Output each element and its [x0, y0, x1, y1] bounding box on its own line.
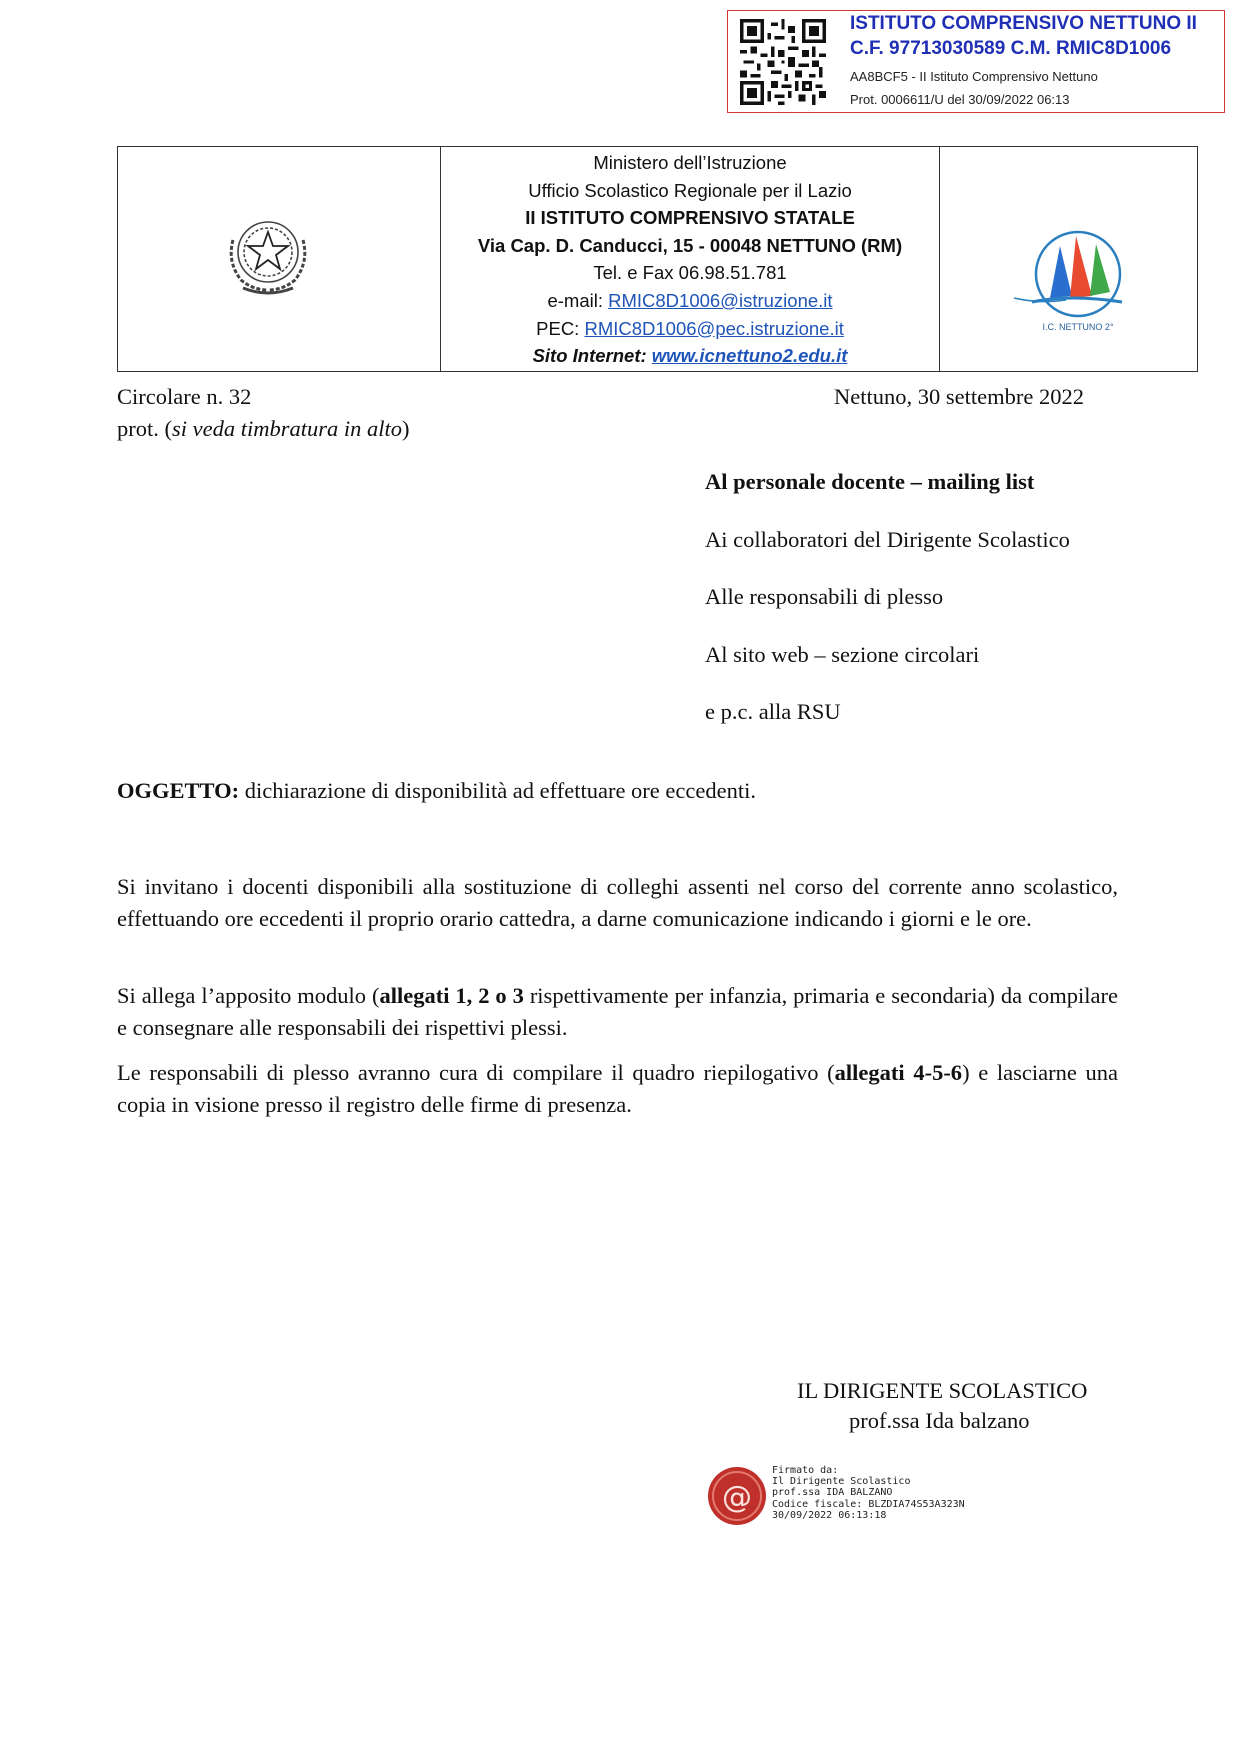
body-paragraph-3: Le responsabili di plesso avranno cura di compilare il quadro riepilogativo (allegati 4-5-6) e lasciarne una copia in visione presso il registro delle firme di presenza. — [117, 1060, 1118, 1117]
body-paragraph-1: Si invitano i docenti disponibili alla sostituzione di colleghi assenti nel corso del corrente anno scolastico, effettuando ore eccedenti il proprio orario cattedra, a darne comunicazione indicando i giorni e le ore. — [117, 874, 1118, 931]
subject-line — [117, 778, 756, 804]
place-date: Nettuno, 30 settembre 2022 — [834, 384, 1084, 409]
circular-number: Circolare n. 32 — [117, 384, 252, 409]
letterhead-logo-cell — [940, 147, 1197, 371]
protocol-stamp — [727, 10, 1225, 113]
digital-signature-info: Firmato da: Il Dirigente Scolastico prof.ssa IDA BALZANO Codice fiscale: BLZDIA74S53A323N 30/09/2022 06:13:18 — [772, 1465, 965, 1521]
italian-emblem-icon — [213, 210, 323, 300]
pec-line — [441, 315, 939, 343]
site-link[interactable]: www.icnettuno2.edu.it — [651, 345, 848, 367]
recipient-1: Al personale docente – mailing list — [705, 469, 1035, 494]
qr-code-icon — [740, 19, 826, 105]
protocol-note: prot. (si veda timbratura in alto) — [117, 416, 410, 441]
school-name: II ISTITUTO COMPRENSIVO STATALE — [525, 207, 855, 229]
ministry-name: Ministero dell’Istruzione — [593, 152, 787, 173]
email-link[interactable]: RMIC8D1006@istruzione.it — [608, 289, 833, 311]
pec-label: PEC: — [536, 317, 585, 339]
email-line — [441, 287, 939, 315]
letterhead-text — [441, 147, 940, 371]
recipient-4: Al sito web – sezione circolari — [705, 642, 980, 667]
letterhead-emblem-cell — [118, 147, 441, 371]
signature-title: IL DIRIGENTE SCOLASTICO — [797, 1378, 1088, 1403]
attachments-1-3: allegati 1, 2 o 3 — [379, 983, 524, 1008]
stamp-codes: C.F. 97713030589 C.M. RMIC8D1006 — [850, 38, 1172, 59]
svg-text:@: @ — [722, 1480, 752, 1515]
school-logo-icon — [1010, 218, 1140, 338]
subject-label: OGGETTO: — [117, 778, 240, 803]
digital-signature-seal-icon — [706, 1465, 768, 1527]
school-phone: Tel. e Fax 06.98.51.781 — [593, 262, 787, 284]
stamp-aoo: AA8BCF5 - II Istituto Comprensivo Nettuno — [850, 69, 1098, 84]
logo-caption: I.C. NETTUNO 2° — [1042, 322, 1114, 332]
protocol-note-italic: si veda timbratura in alto — [172, 416, 402, 441]
pec-link[interactable]: RMIC8D1006@pec.istruzione.it — [584, 317, 844, 339]
stamp-protocol: Prot. 0006611/U del 30/09/2022 06:13 — [850, 92, 1070, 107]
site-label: Sito Internet: — [532, 345, 652, 367]
email-label: e-mail: — [547, 289, 609, 311]
recipient-2: Ai collaboratori del Dirigente Scolastico — [705, 527, 1070, 552]
regional-office: Ufficio Scolastico Regionale per il Lazio — [528, 179, 852, 201]
body-paragraph-2: Si allega l’apposito modulo (allegati 1, 2 o 3 rispettivamente per infanzia, primaria e secondaria) da compilare e consegnare alle responsabili dei rispettivi plessi. — [117, 983, 1119, 1040]
site-line — [441, 342, 939, 370]
recipient-5: e p.c. alla RSU — [705, 699, 841, 724]
signature-name: prof.ssa Ida balzano — [849, 1408, 1030, 1433]
attachments-4-6: allegati 4-5-6 — [834, 1060, 963, 1085]
school-address: Via Cap. D. Canducci, 15 - 00048 NETTUNO (RM) — [477, 234, 903, 256]
subject-text: dichiarazione di disponibilità ad effettuare ore eccedenti. — [239, 778, 756, 803]
stamp-institute: ISTITUTO COMPRENSIVO NETTUNO II — [850, 13, 1197, 34]
letterhead-table — [117, 146, 1198, 372]
recipient-3: Alle responsabili di plesso — [705, 584, 944, 609]
